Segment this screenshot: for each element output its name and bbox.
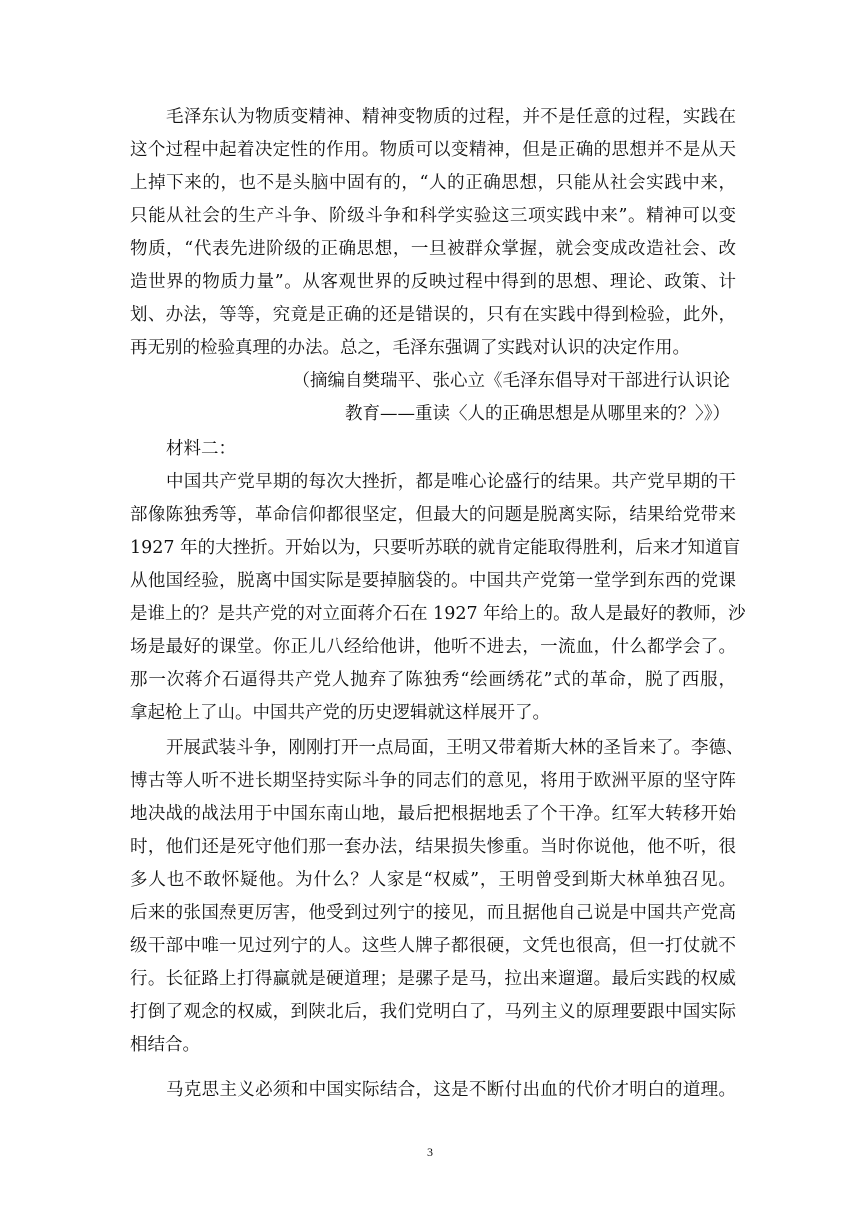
- material-two-heading: 材料二：: [166, 439, 236, 459]
- paragraph-line: 1927 年的大挫折。开始以为，只要听苏联的就肯定能取得胜利，后来才知道盲: [130, 538, 741, 558]
- paragraph-line: 地决战的战法用于中国东南山地，最后把根据地丢了个干净。红军大转移开始: [130, 804, 736, 824]
- paragraph-line: 打倒了观念的权威，到陕北后，我们党明白了，马列主义的原理要跟中国实际: [130, 1002, 736, 1022]
- paragraph-line: 划、办法，等等，究竟是正确的还是错误的，只有在实践中得到检验，此外，: [130, 305, 736, 325]
- citation-line: 教育——重读〈人的正确思想是从哪里来的？〉》）: [345, 404, 730, 424]
- paragraph-line: 那一次蒋介石逼得共产党人抛弃了陈独秀“绘画绣花”式的革命，脱了西服，: [130, 670, 736, 690]
- citation-line: （摘编自樊瑞平、张心立《毛泽东倡导对干部进行认识论: [292, 371, 730, 391]
- paragraph-line: 级干部中唯一见过列宁的人。这些人牌子都很硬，文凭也很高，但一打仗就不: [130, 936, 736, 956]
- paragraph-line: 上掉下来的，也不是头脑中固有的，“人的正确思想，只能从社会实践中来，: [130, 173, 736, 193]
- paragraph-line: 开展武装斗争，刚刚打开一点局面，王明又带着斯大林的圣旨来了。李德、: [166, 738, 744, 758]
- paragraph-line: 部像陈独秀等，革命信仰都很坚定，但最大的问题是脱离实际，结果给党带来: [130, 505, 736, 525]
- paragraph-line: 只能从社会的生产斗争、阶级斗争和科学实验这三项实践中来”。精神可以变: [130, 206, 736, 226]
- paragraph-line: 博古等人听不进长期坚持实际斗争的同志们的意见，将用于欧洲平原的坚守阵: [130, 771, 736, 791]
- paragraph-line: 行。长征路上打得赢就是硬道理；是骡子是马，拉出来遛遛。最后实践的权威: [130, 969, 736, 989]
- paragraph-line: 再无别的检验真理的办法。总之，毛泽东强调了实践对认识的决定作用。: [130, 338, 690, 358]
- paragraph-line: 马克思主义必须和中国实际结合，这是不断付出血的代价才明白的道理。: [166, 1080, 736, 1100]
- paragraph-line: 拿起枪上了山。中国共产党的历史逻辑就这样展开了。: [130, 703, 550, 723]
- paragraph-line: 相结合。: [130, 1035, 200, 1055]
- paragraph-line: 从他国经验，脱离中国实际是要掉脑袋的。中国共产党第一堂学到东西的党课: [130, 571, 736, 591]
- paragraph-line: 造世界的物质力量”。从客观世界的反映过程中得到的思想、理论、政策、计: [130, 272, 736, 292]
- paragraph-line: 中国共产党早期的每次大挫折，都是唯心论盛行的结果。共产党早期的干: [166, 472, 736, 492]
- page-number: 3: [427, 1145, 433, 1159]
- paragraph-line: 是谁上的？是共产党的对立面蒋介石在 1927 年给上的。敌人是最好的教师，沙: [130, 604, 746, 624]
- paragraph-line: 多人也不敢怀疑他。为什么？人家是“权威”，王明曾受到斯大林单独召见。: [130, 870, 736, 890]
- paragraph-line: 这个过程中起着决定性的作用。物质可以变精神，但是正确的思想并不是从天: [130, 140, 736, 160]
- paragraph-line: 毛泽东认为物质变精神、精神变物质的过程，并不是任意的过程，实践在: [166, 107, 736, 127]
- paragraph-line: 场是最好的课堂。你正儿八经给他讲，他听不进去，一流血，什么都学会了。: [130, 637, 736, 657]
- paragraph-line: 物质，“代表先进阶级的正确思想，一旦被群众掌握，就会变成改造社会、改: [130, 239, 736, 259]
- paragraph-line: 时，他们还是死守他们那一套办法，结果损失惨重。当时你说他，他不听，很: [130, 837, 736, 857]
- paragraph-line: 后来的张国焘更厉害，他受到过列宁的接见，而且据他自己说是中国共产党高: [130, 903, 736, 923]
